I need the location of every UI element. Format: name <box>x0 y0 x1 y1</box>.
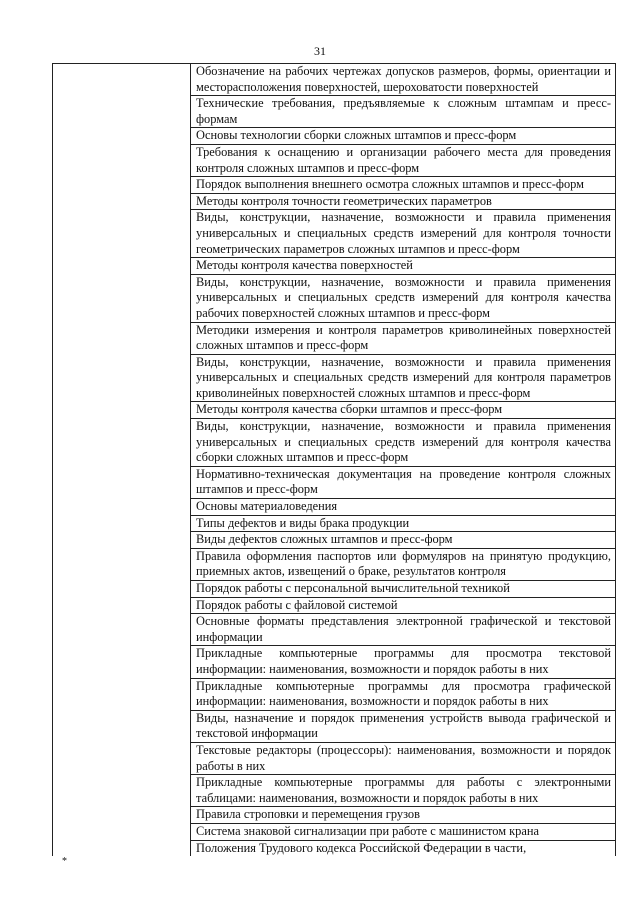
table-body <box>53 64 616 857</box>
knowledge-item-cell: Текстовые редакторы (процессоры): наименования, возможности и порядок работы в них <box>191 742 616 774</box>
requirements-table <box>52 63 616 856</box>
knowledge-item-cell: Порядок работы с файловой системой <box>191 597 616 614</box>
knowledge-item-cell: Прикладные компьютерные программы для просмотра графической информации: наименования, возможности и порядок работы в них <box>191 678 616 710</box>
knowledge-item-cell: Виды дефектов сложных штампов и пресс-форм <box>191 532 616 549</box>
knowledge-item-cell: Виды, конструкции, назначение, возможности и правила применения универсальных и специальных средств измерений для контроля качества рабочих поверхностей сложных штампов и пресс-форм <box>191 274 616 322</box>
knowledge-item-cell: Виды, конструкции, назначение, возможности и правила применения универсальных и специальных средств измерений для контроля параметров криволинейных поверхностей сложных штампов и пресс-форм <box>191 354 616 402</box>
knowledge-item-cell: Основы технологии сборки сложных штампов и пресс-форм <box>191 128 616 145</box>
knowledge-item-cell: Нормативно-техническая документация на проведение контроля сложных штампов и пресс-форм <box>191 466 616 498</box>
knowledge-item-cell: Методы контроля точности геометрических параметров <box>191 193 616 210</box>
knowledge-item-cell: Технические требования, предъявляемые к сложным штампам и пресс-формам <box>191 96 616 128</box>
knowledge-item-cell: Основные форматы представления электронной графической и текстовой информации <box>191 614 616 646</box>
knowledge-item-cell: Правила строповки и перемещения грузов <box>191 807 616 824</box>
knowledge-item-cell: Прикладные компьютерные программы для работы с электронными таблицами: наименования, возможности и порядок работы в них <box>191 775 616 807</box>
knowledge-item-cell: Порядок выполнения внешнего осмотра сложных штампов и пресс-форм <box>191 177 616 194</box>
table-row <box>53 64 616 96</box>
knowledge-item-cell: Система знаковой сигнализации при работе с машинистом крана <box>191 823 616 840</box>
knowledge-item-cell: Виды, конструкции, назначение, возможности и правила применения универсальных и специальных средств измерений для контроля качества сборки сложных штампов и пресс-форм <box>191 419 616 467</box>
page-number: 31 <box>314 44 326 58</box>
margin-marker: * <box>62 856 67 867</box>
knowledge-item-cell: Методики измерения и контроля параметров криволинейных поверхностей сложных штампов и пресс-форм <box>191 322 616 354</box>
knowledge-item-cell: Методы контроля качества поверхностей <box>191 258 616 275</box>
knowledge-item-cell: Виды, конструкции, назначение, возможности и правила применения универсальных и специальных средств измерений для контроля точности геометрических параметров сложных штампов и пресс-форм <box>191 210 616 258</box>
knowledge-item-cell: Положения Трудового кодекса Российской Федерации в части, <box>191 840 616 856</box>
knowledge-item-cell: Обозначение на рабочих чертежах допусков размеров, формы, ориентации и месторасположения поверхностей, шероховатости поверхностей <box>191 64 616 96</box>
knowledge-item-cell: Методы контроля качества сборки штампов и пресс-форм <box>191 402 616 419</box>
empty-label-cell <box>53 64 191 857</box>
knowledge-item-cell: Порядок работы с персональной вычислительной техникой <box>191 581 616 598</box>
knowledge-item-cell: Типы дефектов и виды брака продукции <box>191 515 616 532</box>
knowledge-item-cell: Прикладные компьютерные программы для просмотра текстовой информации: наименования, возможности и порядок работы в них <box>191 646 616 678</box>
knowledge-item-cell: Правила оформления паспортов или формуляров на принятую продукцию, приемных актов, извещений о браке, результатов контроля <box>191 548 616 580</box>
knowledge-item-cell: Требования к оснащению и организации рабочего места для проведения контроля сложных штампов и пресс-форм <box>191 144 616 176</box>
knowledge-item-cell: Основы материаловедения <box>191 499 616 516</box>
knowledge-item-cell: Виды, назначение и порядок применения устройств вывода графической и текстовой информации <box>191 710 616 742</box>
